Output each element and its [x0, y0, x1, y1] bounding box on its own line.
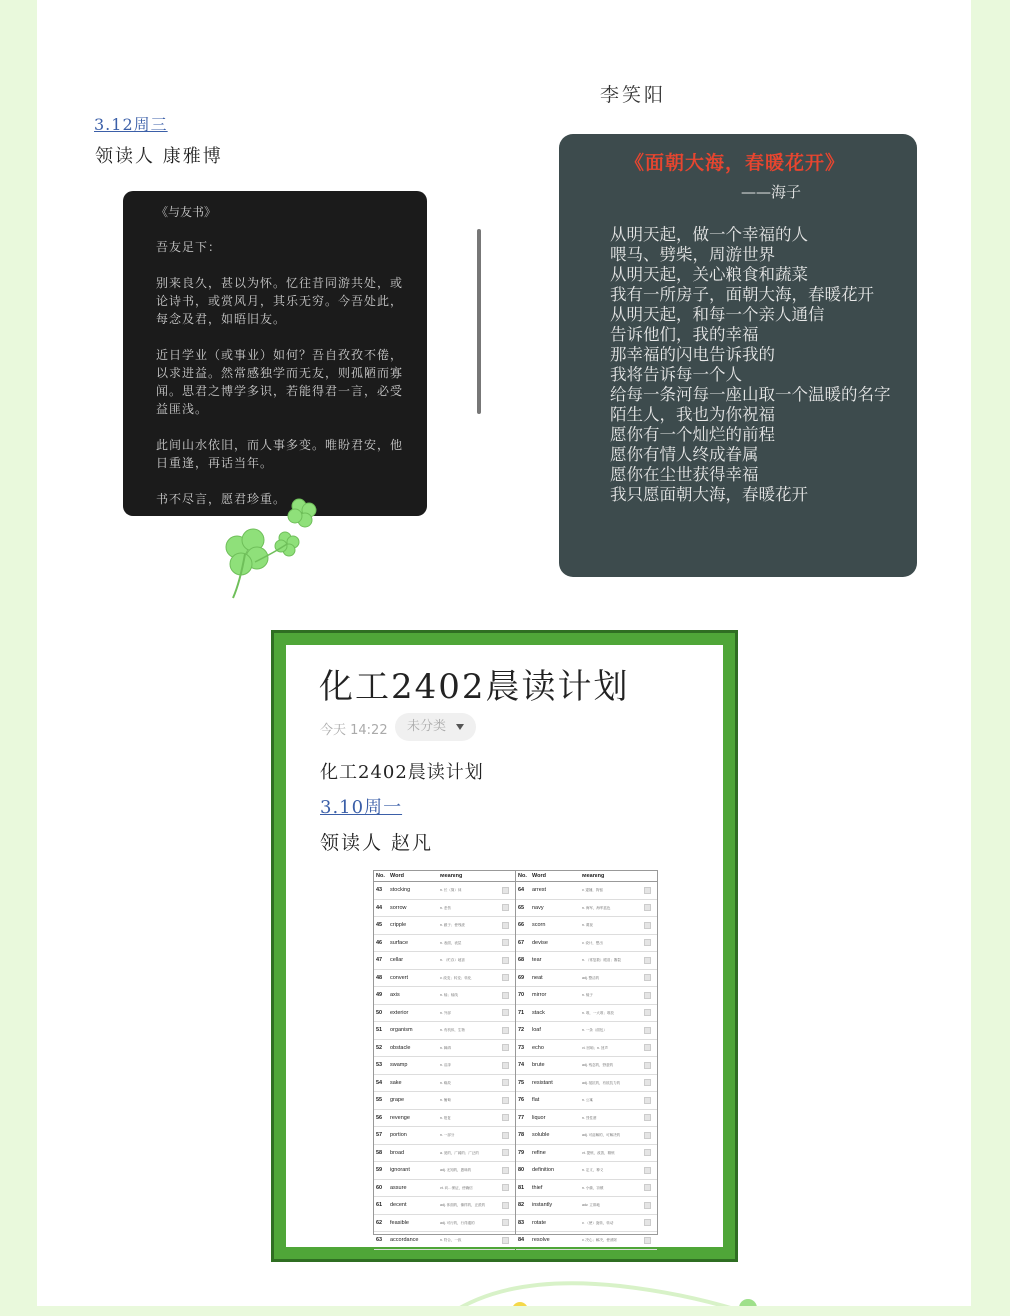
word-meaning: adj. 体面的，像样的，正派的	[440, 1203, 486, 1208]
row-checkbox[interactable]	[644, 974, 651, 981]
word-no: 79	[518, 1149, 525, 1156]
word-no: 44	[376, 904, 383, 911]
reading-leader-name: 李笑阳	[600, 84, 667, 106]
row-checkbox[interactable]	[502, 1027, 509, 1034]
word-no: 53	[376, 1062, 383, 1069]
table-row	[516, 1092, 657, 1110]
word-no: 78	[518, 1132, 525, 1139]
word-text: sorrow	[390, 904, 407, 911]
row-checkbox[interactable]	[502, 1132, 509, 1139]
word-no: 51	[376, 1027, 383, 1034]
word-no: 48	[376, 974, 383, 981]
bottom-strip	[0, 1306, 1010, 1316]
word-text: portion	[390, 1132, 407, 1139]
word-text: loaf	[532, 1027, 541, 1034]
word-text: surface	[390, 939, 409, 946]
word-text: instantly	[532, 1202, 553, 1209]
table-row	[516, 1145, 657, 1163]
table-row	[516, 1005, 657, 1023]
table-row	[516, 987, 657, 1005]
date-link-0310[interactable]: 3.10周一	[320, 797, 403, 818]
table-row	[516, 1110, 657, 1128]
word-no: 63	[376, 1237, 383, 1244]
word-text: broad	[390, 1149, 405, 1156]
letter-title: 《与友书》	[156, 205, 217, 219]
word-text: soluble	[532, 1132, 550, 1139]
table-row	[516, 1057, 657, 1075]
table-row	[516, 1162, 657, 1180]
word-no: 43	[376, 887, 383, 894]
table-row	[516, 1040, 657, 1058]
table-header	[516, 871, 657, 882]
word-text: cellar	[390, 957, 404, 964]
table-row	[374, 952, 515, 970]
word-text: organism	[390, 1027, 413, 1034]
word-text: resolve	[532, 1237, 550, 1244]
table-row	[374, 1215, 515, 1233]
word-meaning: n. 葡萄	[440, 1098, 451, 1103]
word-meaning: v. 设计，想出	[582, 940, 603, 945]
category-label: 未分类	[407, 719, 447, 734]
word-meaning: n. 蔑视	[582, 923, 593, 928]
row-checkbox[interactable]	[502, 939, 509, 946]
word-no: 47	[376, 957, 383, 964]
word-text: accordance	[390, 1237, 419, 1244]
table-row	[374, 1197, 515, 1215]
word-text: convert	[390, 974, 409, 981]
plan-note	[286, 645, 723, 1247]
word-meaning: adj. 可行的，行得通的	[440, 1220, 475, 1225]
word-no: 69	[518, 974, 525, 981]
word-no: 58	[376, 1149, 383, 1156]
word-text: sake	[390, 1079, 402, 1086]
word-no: 71	[518, 1009, 525, 1016]
word-no: 50	[376, 1009, 383, 1016]
word-text: echo	[532, 1044, 544, 1051]
row-checkbox[interactable]	[502, 1079, 509, 1086]
row-checkbox[interactable]	[644, 1149, 651, 1156]
row-checkbox[interactable]	[502, 1202, 509, 1209]
word-meaning: n. （常复数）眼泪；撕裂	[582, 958, 621, 963]
row-checkbox[interactable]	[502, 1237, 509, 1244]
row-checkbox[interactable]	[644, 887, 651, 894]
row-checkbox[interactable]	[502, 1114, 509, 1121]
table-row	[516, 970, 657, 988]
word-text: stocking	[390, 887, 411, 894]
word-text: devise	[532, 939, 548, 946]
poem-line: 喂马、劈柴，周游世界	[610, 245, 775, 264]
word-text: resistant	[532, 1079, 553, 1086]
poem-author: ——海子	[741, 183, 802, 201]
word-text: refine	[532, 1149, 546, 1156]
table-row	[374, 1232, 515, 1250]
word-text: axis	[390, 992, 400, 999]
word-no: 57	[376, 1132, 383, 1139]
word-no: 56	[376, 1114, 383, 1121]
word-text: arrest	[532, 887, 547, 894]
word-no: 75	[518, 1079, 525, 1086]
word-no: 62	[376, 1219, 383, 1226]
word-no: 45	[376, 922, 383, 929]
poem-line: 从明天起，关心粮食和蔬菜	[610, 265, 808, 284]
row-checkbox[interactable]	[644, 1167, 651, 1174]
word-text: decent	[390, 1202, 407, 1209]
word-meaning: n. 烈性酒	[582, 1115, 597, 1120]
letter-paragraph: 近日学业（或事业）如何？吾自孜孜不倦，以求进益。然常感独学而无友，则孤陋而寡闻。思君之博学多识，若能得君一言，必受益匪浅。	[156, 348, 404, 416]
word-text: feasible	[390, 1219, 409, 1226]
poem-line: 我将告诉每一个人	[610, 365, 742, 384]
word-meaning: v. 逮捕，拘留	[582, 888, 603, 893]
row-checkbox[interactable]	[644, 1202, 651, 1209]
table-row	[374, 882, 515, 900]
table-row	[516, 917, 657, 935]
word-meaning: n. 缘故	[440, 1080, 451, 1085]
row-checkbox[interactable]	[644, 1062, 651, 1069]
row-checkbox[interactable]	[502, 1097, 509, 1104]
word-meaning: v. 改变；转变；转化	[440, 975, 472, 980]
word-no: 46	[376, 939, 383, 946]
row-checkbox[interactable]	[502, 1044, 509, 1051]
table-row	[516, 1232, 657, 1250]
poem-lines	[610, 225, 891, 505]
letter-closing: 书不尽言，愿君珍重。	[156, 492, 287, 506]
poem-title: 《面朝大海，春暖花开》	[625, 152, 846, 174]
row-checkbox[interactable]	[644, 1079, 651, 1086]
row-checkbox[interactable]	[502, 922, 509, 929]
word-meaning: n. 一部分	[440, 1133, 455, 1138]
header-word: Word	[390, 873, 404, 879]
table-row	[374, 1005, 515, 1023]
word-meaning: adv. 立即地	[582, 1203, 600, 1208]
word-meaning: n. （贮存）地窖	[440, 958, 465, 963]
word-meaning: a. 宽的，广阔的；广泛的	[440, 1150, 479, 1155]
table-header	[374, 871, 515, 882]
word-no: 76	[518, 1097, 525, 1104]
word-text: assure	[390, 1184, 407, 1191]
word-meaning: n. 小偷，窃贼	[582, 1185, 604, 1190]
date-link-0312[interactable]: 3.12周三	[94, 115, 168, 134]
word-no: 64	[518, 887, 525, 894]
row-checkbox[interactable]	[644, 1184, 651, 1191]
row-checkbox[interactable]	[502, 974, 509, 981]
table-row	[374, 1127, 515, 1145]
table-row	[516, 1127, 657, 1145]
header-no: No.	[376, 873, 385, 879]
table-row	[374, 1022, 515, 1040]
word-text: grape	[390, 1097, 405, 1104]
word-no: 72	[518, 1027, 525, 1034]
row-checkbox[interactable]	[502, 1009, 509, 1016]
word-meaning: n. 报复	[440, 1115, 451, 1120]
row-checkbox[interactable]	[502, 1062, 509, 1069]
word-meaning: v. （使）旋转，转动	[582, 1220, 614, 1225]
category-dropdown[interactable]	[395, 713, 476, 741]
row-checkbox[interactable]	[644, 1219, 651, 1226]
word-column-right	[516, 871, 657, 1244]
word-text: revenge	[390, 1114, 410, 1121]
reading-leader-label: 领读人 康雅博	[95, 146, 223, 167]
table-row	[374, 987, 515, 1005]
poem-line: 陌生人，我也为你祝福	[610, 405, 775, 424]
word-meaning: n. 堆，一大堆；堆放	[582, 1010, 614, 1015]
word-no: 81	[518, 1184, 525, 1191]
poem-line: 从明天起，和每一个亲人通信	[610, 305, 825, 324]
word-meaning: adj. 无知的，愚昧的	[440, 1168, 472, 1173]
plan-frame	[271, 630, 738, 1262]
row-checkbox[interactable]	[644, 1132, 651, 1139]
word-no: 80	[518, 1167, 525, 1174]
word-meaning: vt. 提炼，改善，精炼	[582, 1150, 615, 1155]
word-meaning: n. 符合，一致	[440, 1238, 462, 1243]
word-meaning: n. 有机体，生物	[440, 1028, 465, 1033]
word-no: 55	[376, 1097, 383, 1104]
word-meaning: n. 障碍	[440, 1045, 451, 1050]
reading-leader-label: 领读人 赵凡	[320, 832, 434, 854]
word-meaning: n. 一条（面包）	[582, 1028, 607, 1033]
word-column-left	[374, 871, 516, 1244]
table-row	[374, 1040, 515, 1058]
word-meaning: n. 定义，释义	[582, 1168, 604, 1173]
word-text: ignorant	[390, 1167, 410, 1174]
row-checkbox[interactable]	[502, 1219, 509, 1226]
word-no: 73	[518, 1044, 525, 1051]
word-text: stack	[532, 1009, 545, 1016]
word-no: 74	[518, 1062, 525, 1069]
note-timestamp: 今天 14:22	[320, 723, 388, 738]
plan-title: 化工2402晨读计划	[319, 667, 630, 707]
letter-paragraph: 此间山水依旧，而人事多变。唯盼君安，他日重逢，再话当年。	[156, 438, 404, 470]
table-row	[374, 1075, 515, 1093]
word-meaning: vt. 向…保证，使确信	[440, 1185, 473, 1190]
table-row	[374, 1162, 515, 1180]
row-checkbox[interactable]	[644, 904, 651, 911]
word-text: rotate	[532, 1219, 547, 1226]
row-checkbox[interactable]	[644, 992, 651, 999]
word-meaning: n. 表面，表层	[440, 940, 462, 945]
word-no: 67	[518, 939, 525, 946]
table-row	[374, 1180, 515, 1198]
row-checkbox[interactable]	[502, 1149, 509, 1156]
row-checkbox[interactable]	[502, 992, 509, 999]
word-no: 83	[518, 1219, 525, 1226]
table-row	[374, 1092, 515, 1110]
word-meaning: n. 悲伤	[440, 905, 451, 910]
word-no: 82	[518, 1202, 525, 1209]
word-text: liquor	[532, 1114, 546, 1121]
letter-greeting: 吾友足下：	[156, 240, 222, 254]
word-meaning: adj. 整洁的	[582, 975, 600, 980]
table-row	[374, 917, 515, 935]
chevron-down-icon	[456, 724, 464, 730]
table-row	[516, 1022, 657, 1040]
row-checkbox[interactable]	[502, 887, 509, 894]
row-checkbox[interactable]	[644, 939, 651, 946]
table-row	[516, 882, 657, 900]
word-text: swamp	[390, 1062, 408, 1069]
table-row	[516, 900, 657, 918]
word-no: 70	[518, 992, 525, 999]
word-meaning: n. 海军，海军蓝色	[582, 905, 611, 910]
poem-line: 愿你有情人终成眷属	[610, 445, 759, 464]
row-checkbox[interactable]	[644, 1114, 651, 1121]
poem-card	[559, 134, 917, 577]
row-checkbox[interactable]	[644, 1027, 651, 1034]
word-text: flat	[532, 1097, 540, 1104]
word-text: exterior	[390, 1009, 409, 1016]
row-checkbox[interactable]	[502, 1167, 509, 1174]
word-text: tear	[532, 957, 542, 964]
word-no: 49	[376, 992, 383, 999]
row-checkbox[interactable]	[644, 1237, 651, 1244]
row-checkbox[interactable]	[644, 1009, 651, 1016]
word-text: neat	[532, 974, 543, 981]
plan-subtitle: 化工2402晨读计划	[320, 762, 484, 783]
header-word: Word	[532, 873, 546, 879]
word-meaning: n. 长（筒）袜	[440, 888, 462, 893]
word-meaning: n. 跛子；使残废	[440, 923, 465, 928]
word-no: 66	[518, 922, 525, 929]
word-no: 59	[376, 1167, 383, 1174]
word-no: 84	[518, 1237, 525, 1244]
row-checkbox[interactable]	[644, 1044, 651, 1051]
word-meaning: n. 轴；轴线	[440, 993, 458, 998]
letter-card	[123, 191, 427, 516]
word-no: 60	[376, 1184, 383, 1191]
row-checkbox[interactable]	[644, 957, 651, 964]
word-meaning: vi. 回响；n. 回声	[582, 1045, 608, 1050]
word-meaning: n. 公寓	[582, 1098, 593, 1103]
poem-line: 愿你在尘世获得幸福	[610, 465, 759, 484]
table-row	[374, 900, 515, 918]
word-meaning: adj. 可溶解的，可解决的	[582, 1133, 621, 1138]
table-row	[516, 1215, 657, 1233]
word-meaning: adj. 残忍的，野蛮的	[582, 1063, 614, 1068]
poem-line: 我有一所房子，面朝大海，春暖花开	[610, 285, 874, 304]
poem-line: 那幸福的闪电告诉我的	[610, 345, 775, 364]
row-checkbox[interactable]	[502, 957, 509, 964]
table-row	[516, 1180, 657, 1198]
word-text: scorn	[532, 922, 546, 929]
word-text: cripple	[390, 922, 407, 929]
table-row	[374, 1145, 515, 1163]
header-no: No.	[518, 873, 527, 879]
row-checkbox[interactable]	[502, 904, 509, 911]
word-no: 77	[518, 1114, 525, 1121]
table-row	[516, 952, 657, 970]
row-checkbox[interactable]	[502, 1184, 509, 1191]
word-meaning: n. 沼泽	[440, 1063, 451, 1068]
letter-paragraph: 别来良久，甚以为怀。忆往昔同游共处，或论诗书，或赏风月，其乐无穷。今吾处此，每念及君，如晤旧友。	[156, 276, 404, 326]
word-text: definition	[532, 1167, 555, 1174]
table-row	[374, 1057, 515, 1075]
scrollbar[interactable]	[477, 229, 481, 414]
word-no: 65	[518, 904, 525, 911]
table-row	[374, 935, 515, 953]
word-meaning: v. 决心；解决，使消除	[582, 1238, 617, 1243]
table-row	[374, 970, 515, 988]
table-row	[516, 935, 657, 953]
table-row	[516, 1197, 657, 1215]
word-no: 68	[518, 957, 525, 964]
poem-line: 从明天起，做一个幸福的人	[610, 225, 808, 244]
word-text: brute	[532, 1062, 545, 1069]
poem-line: 我只愿面朝大海，春暖花开	[610, 485, 808, 504]
poem-line: 告诉他们，我的幸福	[610, 325, 759, 344]
word-table	[373, 870, 658, 1244]
word-text: navy	[532, 904, 544, 911]
word-meaning: adj. 抵抗的，有抵抗力的	[582, 1080, 621, 1085]
clover-decoration-icon	[215, 492, 330, 602]
row-checkbox[interactable]	[644, 922, 651, 929]
header-meaning: Meaning	[440, 874, 463, 878]
poem-line: 愿你有一个灿烂的前程	[610, 425, 775, 444]
table-row	[516, 1075, 657, 1093]
poem-line: 给每一条河每一座山取一个温暖的名字	[610, 385, 891, 404]
word-no: 52	[376, 1044, 383, 1051]
word-text: obstacle	[390, 1044, 411, 1051]
table-row	[374, 1110, 515, 1128]
word-meaning: n. 镜子	[582, 993, 593, 998]
word-no: 61	[376, 1202, 383, 1209]
header-meaning: Meaning	[582, 874, 605, 878]
word-no: 54	[376, 1079, 383, 1086]
word-meaning: n. 外部	[440, 1010, 451, 1015]
row-checkbox[interactable]	[644, 1097, 651, 1104]
word-text: thief	[532, 1184, 543, 1191]
word-text: mirror	[532, 992, 547, 999]
